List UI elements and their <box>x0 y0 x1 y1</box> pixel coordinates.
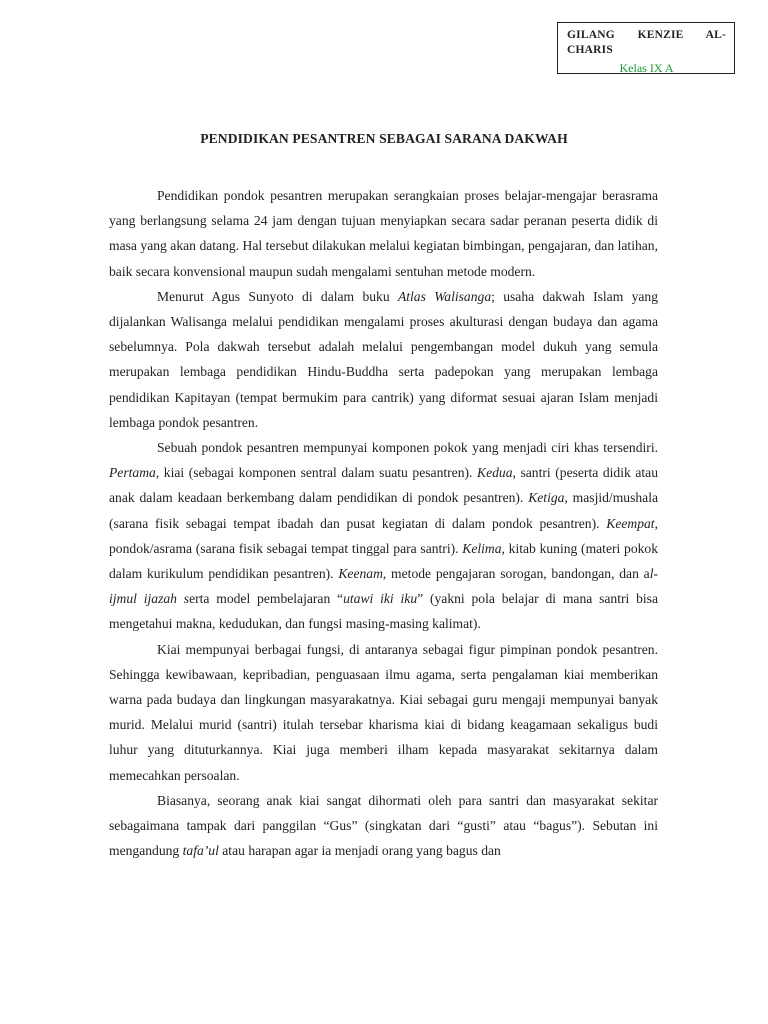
paragraph-3 <box>109 435 658 637</box>
italic-text: l-ijmul ijazah s <box>109 566 658 607</box>
paragraph-4: Kiai mempunyai berbagai fungsi, di antaranya sebagai figur pimpinan pondok pesantren. Sehingga kewibawaan, kepribadian, penguasaan ilmu agama, serta pengalaman kiai memberikan warna pada budaya dan lingkungan masyarakatnya. Kiai sebagai guru mengaji mempunyai banyak murid. Melalui murid (santri) itulah tersebar kharisma kiai di bidang keagamaan sekaligus budi luhur yang dituturkannya. Kiai juga memberi ilham kepada masyarakat sekitarnya dalam memecahkan persoalan. <box>109 641 658 783</box>
text-run: , kiai (sebagai komponen sentral dalam suatu pesantren). <box>155 465 478 481</box>
text-run: Menurut Agus Sunyoto di dalam buku <box>157 288 398 304</box>
italic-text: Pertama <box>109 465 156 481</box>
class-label: Kelas IX A <box>619 61 674 75</box>
italic-text: Kelima <box>462 540 502 556</box>
text-run: ; usaha dakwah Islam yang dijalankan Walisanga melalui pendidikan mengalami proses akulturasi dengan budaya dan agama sebelumnya. Pola dakwah tersebut adalah melalui pengembangan model dukuh yang semula merupakan lembaga pendidikan Hindu-Buddha serta padepokan yang merupakan lembaga pendidikan Kapitayan (tempat bermukim para cantrik) yang diformat sesuai ajaran Islam menjadi lembaga pondok pesantren. <box>109 288 659 430</box>
text-run: , santri (peserta didik atau anak dalam keadaan berkembang dalam pendidikan di pondok pesantren). <box>109 465 658 506</box>
text-run: erta model pembelajaran “ <box>189 591 344 607</box>
text-run: , pondok/asrama (sarana fisik sebagai tempat tinggal para santri). <box>109 515 658 556</box>
paragraph-2 <box>109 284 658 435</box>
italic-text: tafa’ul <box>182 843 219 859</box>
text-run: , kitab kuning (materi pokok dalam kurikulum pendidikan pesantren). <box>109 540 659 582</box>
italic-text: utawi iki iku <box>343 591 418 607</box>
paragraph-1: Pendidikan pondok pesantren merupakan serangkaian proses belajar-mengajar berasrama yang berlangsung selama 24 jam dengan tujuan menyiapkan secara sadar peranan peserta didik di masa yang akan datang. Hal tersebut dilakukan melalui kegiatan bimbingan, pengajaran, dan latihan, baik secara konvensional maupun sudah mengalami sentuhan metode modern. <box>109 188 658 279</box>
text-run: atau harapan agar ia menjadi orang yang bagus dan <box>218 843 501 859</box>
text-run: Sebuah pondok pesantren mempunyai komponen pokok yang menjadi ciri khas tersendiri. <box>157 440 658 456</box>
text-run: , masjid/mushala (sarana fisik sebagai tempat ibadah dan pusat kegiatan di dalam pondok pesantren). <box>109 490 659 531</box>
author-box <box>557 22 735 74</box>
italic-text: Atlas Walisanga <box>397 288 492 304</box>
italic-text: Keempat <box>606 515 655 531</box>
italic-text: Kedua <box>477 465 513 481</box>
italic-text: Ketiga <box>528 490 565 506</box>
paragraph-5 <box>109 788 658 863</box>
text-run: , metode pengajaran sorogan, bandongan, dan a <box>382 566 650 582</box>
italic-text: Keenam <box>338 566 383 582</box>
text-run: Biasanya, seorang anak kiai sangat dihormati oleh para santri dan masyarakat sekitar sebagaimana tampak dari panggilan “Gus” (singkatan dari “gusti” atau “bagus”). Sebutan ini mengandung <box>109 792 658 859</box>
text-run: ” (yakni pola belajar di mana santri bisa mengetahui makna, kedudukan, dan fungsi masing-masing kalimat). <box>109 591 659 632</box>
document-body <box>109 183 658 863</box>
page-title: PENDIDIKAN PESANTREN SEBAGAI SARANA DAKWAH <box>200 131 568 146</box>
author-name: GILANG KENZIE AL-CHARIS <box>567 29 726 56</box>
